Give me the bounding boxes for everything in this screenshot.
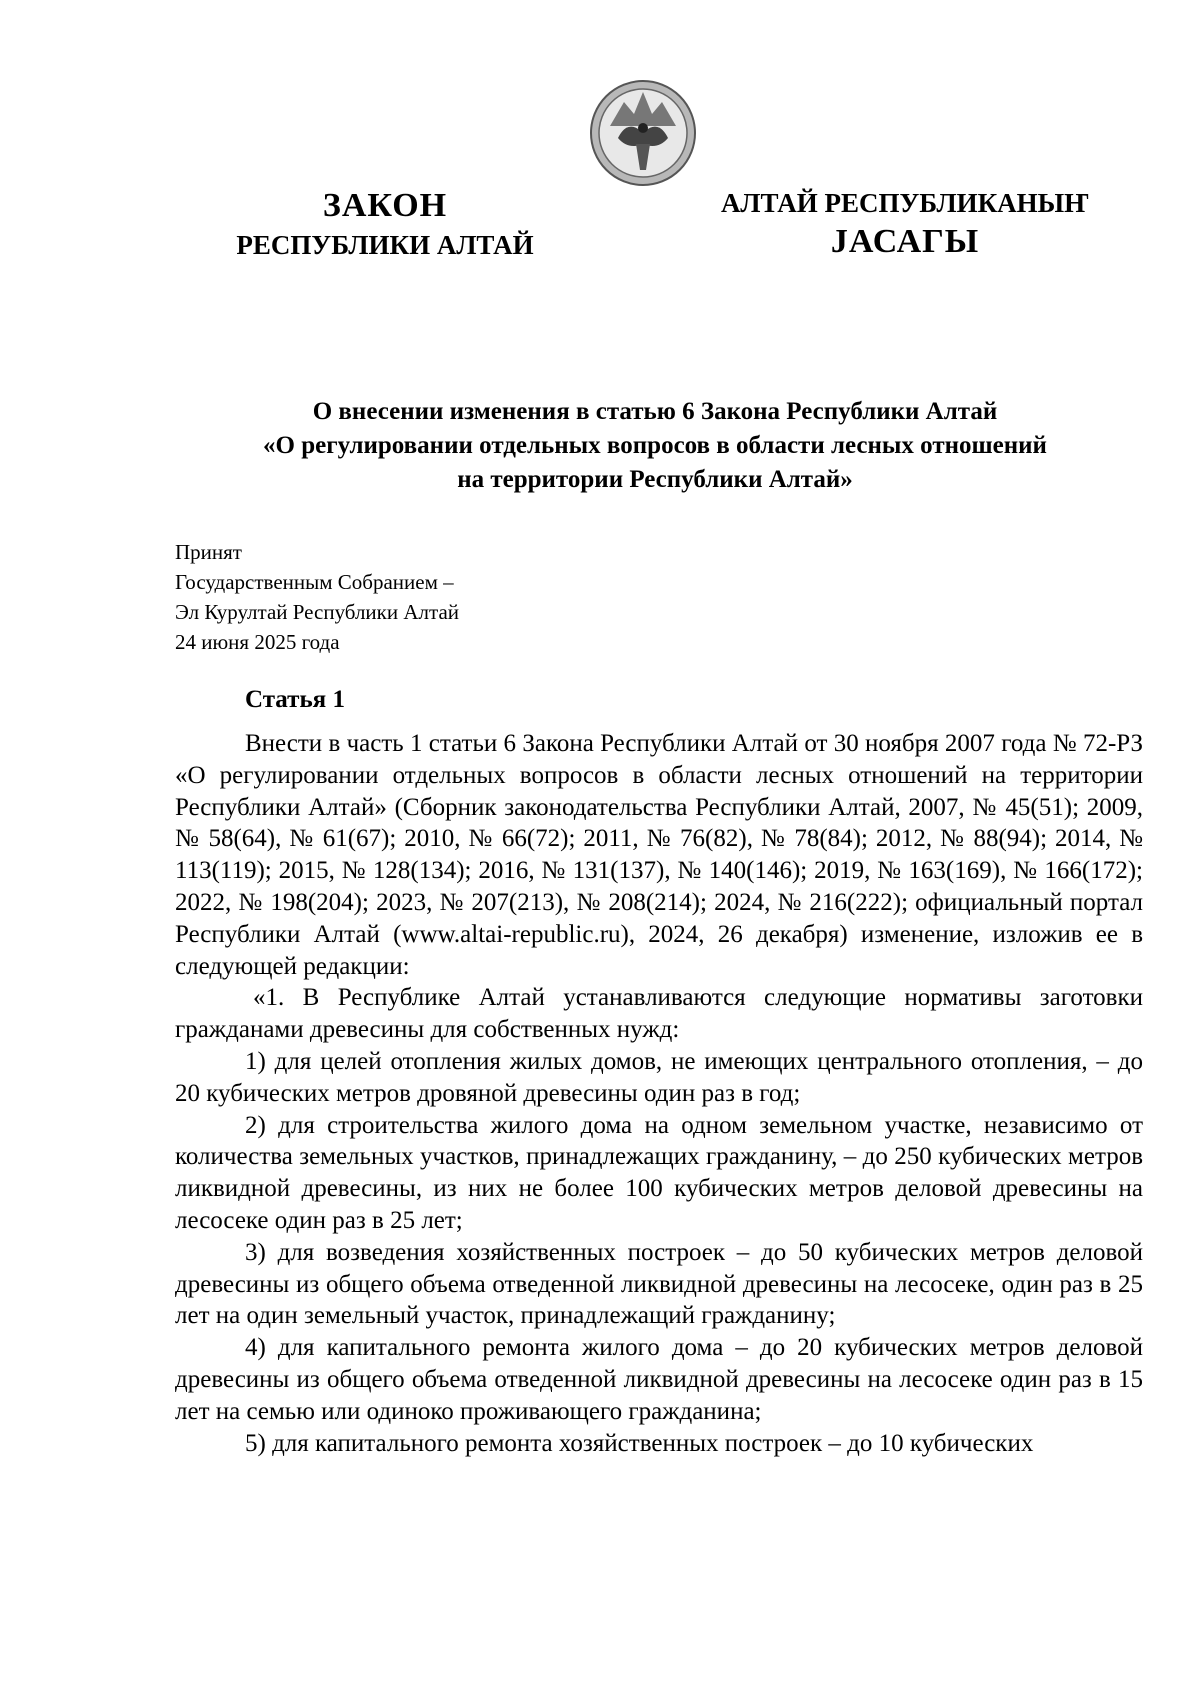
list-item: 4) для капитального ремонта жилого дома – до 20 кубических метров деловой древесины из общего объема отведенной ликвидной древесины на лесосеке один раз в 15 лет на семью или одиноко проживающего гражданина; <box>175 1334 1143 1425</box>
title-line: О внесении изменения в статью 6 Закона Республики Алтай <box>312 398 998 425</box>
law-header-russian <box>175 185 595 263</box>
adoption-line: Принят <box>175 540 242 564</box>
adoption-line: Государственным Собранием – <box>175 570 454 594</box>
quote-intro-paragraph: «1. В Республике Алтай устанавливаются следующие нормативы заготовки гражданами древесины для собственных нужд: <box>175 984 1143 1044</box>
republic-name-altai: АЛТАЙ РЕСПУБЛИКАНЫҤ <box>720 188 1090 218</box>
article-heading: Статья 1 <box>245 686 345 713</box>
adoption-date: 24 июня 2025 года <box>175 630 340 654</box>
law-word-altai: JАСАГЫ <box>830 223 980 260</box>
coat-of-arms-icon <box>588 78 698 188</box>
adoption-block <box>175 537 459 657</box>
law-word: ЗАКОН <box>322 187 448 224</box>
republic-name: РЕСПУБЛИКИ АЛТАЙ <box>236 230 534 260</box>
list-item: 2) для строительства жилого дома на одном земельном участке, независимо от количества земельных участков, принадлежащих гражданину, – до 250 кубических метров ликвидной древесины, из них не более 100 кубических метров деловой древесины на лесосеке один раз в 25 лет; <box>175 1111 1143 1234</box>
list-item: 3) для возведения хозяйственных построек – до 50 кубических метров деловой древесины из общего объема отведенной ликвидной древесины на лесосеке, один раз в 25 лет на один земельный участок, принадлежащий гражданину; <box>175 1238 1143 1330</box>
article-intro-paragraph: Внести в часть 1 статьи 6 Закона Республики Алтай от 30 ноября 2007 года № 72-РЗ «О регулировании отдельных вопросов в области лесных отношений на территории Республики Алтай» (Сборник законодательства Республики Алтай, 2007, № 45(51); 2009, № 58(64), № 61(67); 2010, № 66(72); 2011, № 76(82), № 78(84); 2012, № 88(94); 2014, № 113(119); 2015, № 128(134); 2016, № 131(137), № 140(146); 2019, № 163(169), № 166(172); 2022, № 198(204); 2023, № 207(213), № 208(214); 2024, № 216(222); официальный портал Республики Алтай (www.altai-republic.ru), 2024, 26 декабря) изменение, изложив ее в следующей редакции: <box>175 730 1143 980</box>
list-item: 1) для целей отопления жилых домов, не имеющих центрального отопления, – до 20 кубических метров дровяной древесины один раз в год; <box>175 1047 1143 1107</box>
title-line: «О регулировании отдельных вопросов в области лесных отношений <box>263 432 1047 459</box>
law-header-altai <box>680 185 1130 263</box>
article-body <box>175 728 1143 1459</box>
adoption-line: Эл Курултай Республики Алтай <box>175 600 460 624</box>
law-title <box>175 395 1135 497</box>
title-line: на территории Республики Алтай» <box>457 466 853 493</box>
list-item: 5) для капитального ремонта хозяйственных построек – до 10 кубических <box>245 1429 1034 1457</box>
